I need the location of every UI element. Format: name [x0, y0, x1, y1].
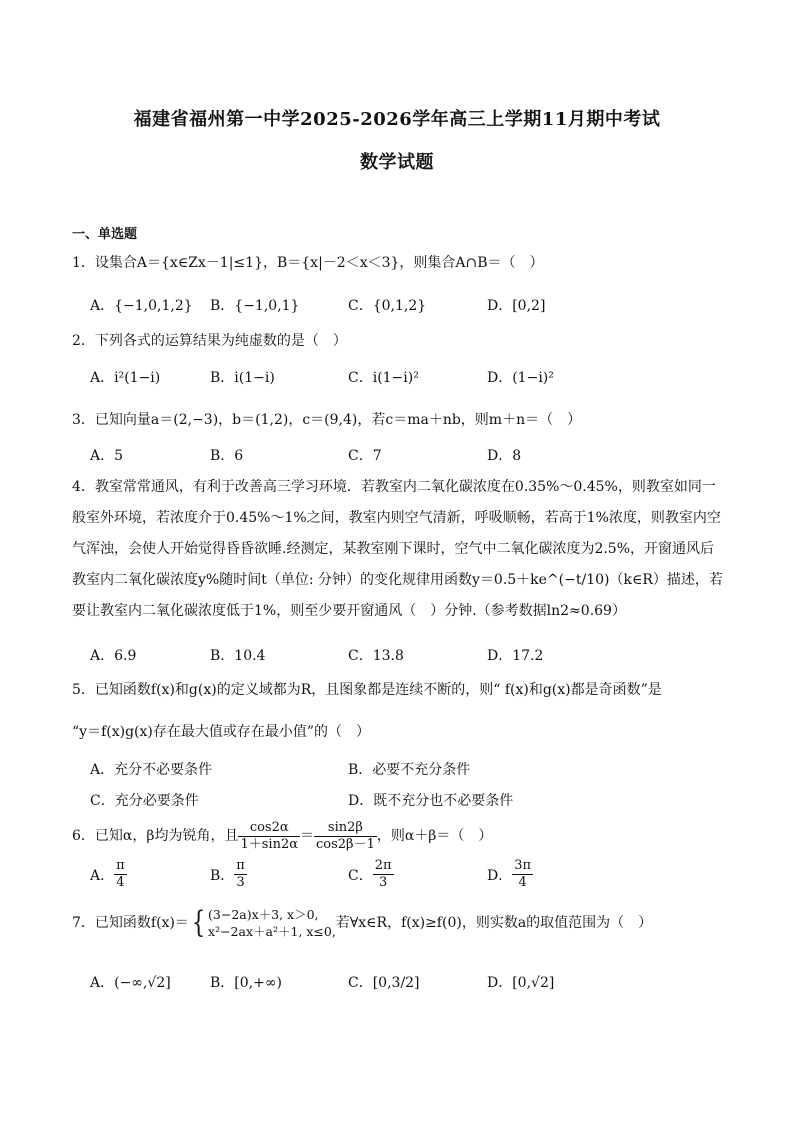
q6-option-b: B． $\frac{\pi}{3}$	[210, 858, 245, 890]
exam-subtitle: 数学试题	[360, 152, 434, 173]
q6-f2-denominator: cos2β－1	[316, 836, 375, 852]
q2-option-c: C．i(1−i)²	[348, 370, 419, 386]
q6-f2-numerator: sin2β	[314, 820, 377, 837]
q2-option-d: D．(1−i)²	[487, 370, 554, 386]
q7-suffix: 若∀x∈R，f(x)≥f(0)，则实数a的取值范围为（ ）	[335, 915, 653, 931]
q3-option-c: C．7	[348, 448, 382, 464]
q7-prefix: 7．已知函数f(x)＝	[72, 915, 189, 931]
section-heading: 一、单选题	[72, 227, 138, 242]
q5-option-d: D．既不充分也不必要条件	[348, 793, 514, 809]
q1-option-c: C．{0,1,2}	[348, 298, 427, 314]
question-7-text	[72, 903, 652, 943]
q5-option-a: A．充分不必要条件	[90, 762, 213, 778]
q6-f1-numerator: cos2α	[238, 820, 300, 837]
q4-option-d: D．17.2	[487, 648, 544, 664]
question-5-line1: 5．已知函数f(x)和g(x)的定义域都为R，且图象都是连续不断的，则“ f(x)和g(x)都是奇函数”是	[72, 682, 662, 698]
q6-fraction-right	[314, 820, 377, 853]
q7-piecewise	[208, 906, 336, 940]
q2-option-b: B．i(1−i)	[210, 370, 275, 386]
q7-case-2: x²−2ax＋a²＋1, x≤0,	[208, 924, 336, 939]
q1-option-a: A．{−1,0,1,2}	[90, 298, 193, 314]
q6-f1-denominator: 1＋sin2α	[240, 836, 298, 852]
question-4-text: 4．教室常常通风，有利于改善高三学习环境．若教室内二氧化碳浓度在0.35%～0.45%，则教室如同一般室外环境，若浓度介于0.45%～1%之间，教室内则空气清新，呼吸顺畅，若高于1%浓度，则教室内空气浑浊，会使人开始觉得昏昏欲睡.经测定，某教室刚下课时，空气中二氧化碳浓度为2.5%，开窗通风后教室内二氧化碳浓度y%随时间t（单位: 分钟）的变化规律用函数y＝0.5＋ke^(−t/10)（k∈R）描述，若要让教室内二氧化碳浓度低于1%，则至少要开窗通风（ ）分钟.（参考数据ln2≈0.69）	[72, 479, 723, 619]
q3-option-b: B．6	[210, 448, 244, 464]
q7-case-1: (3−2a)x＋3, x＞0,	[208, 907, 319, 922]
question-5-line2: “y＝f(x)g(x)存在最大值或存在最小值”的（ ）	[72, 724, 371, 740]
q1-option-d: D．[0,2]	[487, 298, 546, 314]
exam-title: 福建省福州第一中学2025-2026学年高三上学期11月期中考试	[133, 109, 661, 130]
q7-option-a: A．(−∞,√2]	[90, 975, 171, 991]
q4-option-c: C．13.8	[348, 648, 404, 664]
q3-option-d: D．8	[487, 448, 522, 464]
question-3-text: 3．已知向量a＝(2,−3)，b＝(1,2)，c＝(9,4)，若c＝ma＋nb，则m＋n＝（ ）	[72, 412, 582, 428]
question-1-text: 1．设集合A＝{x∈Zx－1|≤1}，B＝{x|－2＜x＜3}，则集合A∩B＝（ ）	[72, 255, 544, 271]
q1-option-b: B．{−1,0,1}	[210, 298, 300, 314]
q3-option-a: A．5	[90, 448, 124, 464]
q2-option-a: A．i²(1−i)	[90, 370, 161, 386]
question-2-text: 2．下列各式的运算结果为纯虚数的是（ ）	[72, 333, 347, 349]
q5-option-b: B．必要不充分条件	[348, 762, 471, 778]
q6-equals: ＝	[300, 828, 314, 844]
left-brace-icon: {	[191, 905, 206, 940]
q6-prefix: 6．已知α，β均为锐角，且	[72, 828, 239, 844]
q6-option-a: A． $\frac{\pi}{4}$	[90, 858, 125, 890]
q4-option-b: B．10.4	[210, 648, 266, 664]
q6-fraction-left	[238, 820, 300, 853]
q5-option-c: C．充分必要条件	[90, 793, 199, 809]
q7-option-b: B．[0,+∞)	[210, 975, 282, 991]
q6-option-d: D． $\frac{3\pi}{4}$	[487, 858, 532, 890]
q6-option-c: C． $\frac{2\pi}{3}$	[348, 858, 392, 890]
question-6-text	[72, 818, 492, 854]
q4-option-a: A．6.9	[90, 648, 137, 664]
q6-suffix: ，则α＋β＝（ ）	[376, 828, 493, 844]
q7-option-c: C．[0,3/2]	[348, 975, 420, 991]
q7-option-d: D．[0,√2]	[487, 975, 555, 991]
